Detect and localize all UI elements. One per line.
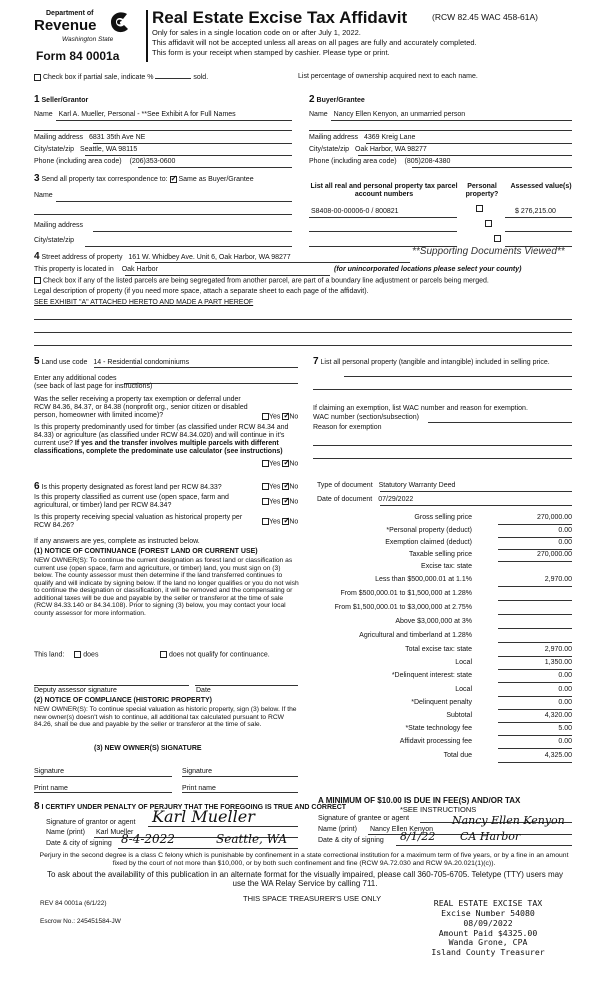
exemption-no-label: No [289, 413, 299, 421]
buyer-phone-row [309, 158, 450, 166]
additional-codes-label: Enter any additional codes [34, 375, 117, 382]
tax-row-label: Gross selling price [414, 514, 472, 521]
historic-yn [262, 518, 298, 526]
form-title: Real Estate Excise Tax Affidavit [152, 8, 408, 27]
parcel-number[interactable]: S8408-00-00006-0 / 800821 [311, 208, 399, 215]
current-use-yn [262, 498, 298, 506]
header-sub-1: Only for sales in a single location code on or after July 1, 2022. [152, 28, 361, 37]
grantor-date-label: Date & city of signing [46, 840, 112, 847]
exemption-yes-checkbox[interactable] [262, 413, 269, 420]
does-not-label: does not qualify for continuance. [168, 651, 270, 659]
buyer-city-label: City/state/zip [309, 146, 350, 153]
forest-yes-checkbox[interactable] [262, 483, 269, 490]
tax-row [318, 618, 572, 630]
historic-yes-label: Yes [269, 518, 281, 526]
tax-row-label: Taxable selling price [408, 551, 472, 558]
owner-print-label-2: Print name [182, 785, 216, 792]
tax-row-label: From $500,000.01 to $1,500,000 at 1.28% [340, 590, 472, 597]
assessed-col-header: Assessed value(s) [510, 183, 572, 190]
tax-row-value[interactable]: 4,320.00 [498, 712, 572, 723]
partial-percent-field[interactable] [155, 71, 191, 79]
tax-row-value[interactable] [498, 590, 572, 601]
grantee-name-value[interactable]: Nancy Ellen Kenyon [370, 826, 434, 833]
tax-row [318, 632, 572, 644]
form-number: Form 84 0001a [36, 49, 120, 63]
buyer-city-value[interactable]: Oak Harbor, WA 98277 [355, 146, 427, 153]
tax-row-label: Local [455, 686, 472, 693]
timber-no-label: No [289, 460, 299, 468]
same-as-buyer-label: Same as Buyer/Grantee [178, 176, 254, 183]
notice-continuance-text: NEW OWNER(S): To continue the current designation as forest land or classification as current use (open space, farm and agriculture, or timber) land, you must sign on (3) below. The county assessor must then determine if the land transferred continues to qualify and will indicate by signing below. If the land no longer qualifies or you do not wish to continue the designation or classification, it will be removed and the compensating or additional taxes will be due and payable by the seller or transferor at the time of sale (RCW 84.33.140 or 84.34.108). Prior to signing (3) below, you may contact your local county assessor for more information. [34, 557, 299, 617]
section1-title: Seller/Grantor [41, 97, 89, 104]
notice-compliance-title: (2) NOTICE OF COMPLIANCE (HISTORIC PROPERTY) [34, 697, 212, 704]
tax-row-label: *Delinquent interest: state [391, 672, 472, 679]
buyer-name-label: Name [309, 111, 328, 118]
grantor-city-value[interactable]: Seattle, WA [216, 832, 288, 846]
seller-name-row [34, 111, 292, 119]
grantor-name-value[interactable]: Karl Mueller [96, 829, 134, 836]
rcw-ref: (RCW 82.45 WAC 458-61A) [432, 12, 538, 22]
forest-no-checkbox[interactable] [282, 483, 289, 490]
tax-row [318, 699, 572, 711]
exemption-reason-label: Reason for exemption [313, 424, 382, 431]
tax-row [318, 563, 572, 575]
stamp-line-6: Island County Treasurer [431, 947, 545, 958]
seller-city-value[interactable]: Seattle, WA 98115 [80, 146, 138, 153]
tax-row-label: *State technology fee [405, 725, 472, 732]
tax-row-value[interactable]: 0.00 [498, 527, 572, 538]
street-address-label: Street address of property [41, 254, 123, 261]
tax-row [318, 738, 572, 750]
dor-logo [34, 10, 138, 50]
additional-codes-instr: (see back of last page for instructions) [34, 383, 153, 390]
buyer-phone-value[interactable]: (805)208-4380 [404, 158, 451, 165]
section1-heading [34, 94, 88, 106]
rev-number: REV 84 0001a (6/1/22) [40, 900, 107, 907]
owner-sig-label-1: Signature [34, 768, 64, 775]
tax-row-label: Exemption claimed (deduct) [385, 539, 472, 546]
tax-row [318, 672, 572, 684]
partial-sale-row [34, 71, 208, 82]
tax-row-label: *Personal property (deduct) [386, 527, 472, 534]
located-label: This property is located in [34, 266, 114, 273]
owner-sig-label-2: Signature [182, 768, 212, 775]
section3-number: 3 [34, 173, 40, 184]
does-label: does [83, 651, 99, 659]
section1-number: 1 [34, 94, 40, 105]
dept-of-label: Department of [46, 10, 94, 17]
section8-number: 8 [34, 801, 40, 812]
tax-row [318, 539, 572, 551]
forest-yn [262, 483, 298, 491]
tax-row-label: Local [455, 659, 472, 666]
same-as-buyer-checkbox[interactable] [170, 176, 177, 183]
certify-title: I CERTIFY UNDER PENALTY OF PERJURY THAT THE FOREGOING IS TRUE AND CORRECT [41, 804, 347, 811]
notice-continuance-title: (1) NOTICE OF CONTINUANCE (FOREST LAND OR CURRENT USE) [34, 548, 258, 555]
tax-row-label: Above $3,000,000 at 3% [395, 618, 472, 625]
section2-title: Buyer/Grantee [316, 97, 365, 104]
segregate-checkbox[interactable] [34, 277, 41, 284]
does-not-row [160, 651, 270, 659]
unincorporated-note: (for unincorporated locations please select your county) [334, 266, 522, 273]
buyer-mail-label: Mailing address [309, 134, 359, 141]
doc-type-value[interactable]: Statutory Warranty Deed [378, 482, 456, 489]
personal-col-header: Personal property? [465, 183, 499, 199]
seller-phone-row [34, 158, 175, 166]
grantor-name-label: Name (print) [46, 829, 85, 836]
buyer-mail-row [309, 134, 415, 142]
assessed-value[interactable]: $ 276,215.00 [515, 208, 556, 215]
section3-label: Send all property tax correspondence to: [41, 176, 168, 183]
tax-row [318, 752, 572, 764]
grantor-signature[interactable]: Karl Mueller [152, 807, 255, 826]
revenue-label: Revenue [34, 17, 97, 34]
section6-q1 [34, 481, 222, 493]
forest-land-question: Is this property designated as forest land per RCW 84.33? [41, 484, 222, 491]
tax-row-label: From $1,500,000.01 to $3,000,000 at 2.75% [334, 604, 472, 611]
notice-compliance-text: NEW OWNER(S): To continue special valuation as historic property, sign (3) below. If the new owner(s) doesn't wish to continue, all additional tax calculated pursuant to RCW 84.26, shall be due and payable by the seller or transferor at the time of sale. [34, 706, 297, 728]
street-address-value[interactable]: 161 W. Whidbey Ave. Unit 6, Oak Harbor, WA 98277 [128, 254, 291, 261]
grantee-sig-label: Signature of grantee or agent [318, 815, 410, 822]
section4-number: 4 [34, 251, 40, 262]
tax-row-value[interactable]: 270,000.00 [498, 514, 572, 525]
located-row [34, 266, 158, 274]
tax-row-value[interactable]: 2,970.00 [498, 576, 572, 587]
tax-row-value[interactable]: 5.00 [498, 725, 572, 736]
header-divider [146, 10, 148, 62]
section2-number: 2 [309, 94, 315, 105]
tax-row-value[interactable]: 1,350.00 [498, 659, 572, 670]
tax-row-value[interactable] [498, 604, 572, 615]
tax-row [318, 686, 572, 698]
timber-question [34, 424, 294, 456]
tax-row [318, 514, 572, 526]
forest-no-label: No [289, 483, 299, 491]
stamp-line-1: REAL ESTATE EXCISE TAX [433, 898, 543, 908]
current-use-no-label: No [289, 498, 299, 506]
segregate-label: Check box if any of the listed parcels are being segregated from another parcel, are part of a boundary line adjustment or parcels being merged. [42, 277, 489, 285]
exemption-claim-label: If claiming an exemption, list WAC number and reason for exemption. [313, 405, 528, 412]
tax-row [318, 527, 572, 539]
historic-no-label: No [289, 518, 299, 526]
tax-row [318, 712, 572, 724]
doc-type-label: Type of document [317, 482, 373, 489]
tax-row-label: Subtotal [446, 712, 472, 719]
exemption-no-checkbox[interactable] [282, 413, 289, 420]
stamp-line-2: Excise Number 54080 [441, 907, 535, 918]
historic-yes-checkbox[interactable] [262, 518, 269, 525]
stamp-line-5: Wanda Grone, CPA [448, 937, 528, 948]
seller-mail-value[interactable]: 6831 35th Ave NE [88, 134, 146, 141]
dor-swirl-icon [108, 10, 130, 34]
s3-name-label: Name [34, 192, 53, 199]
tax-row [318, 590, 572, 602]
escrow-number: Escrow No.: 245451584-JW [40, 918, 121, 925]
tax-row-label: Total due [443, 752, 472, 759]
doc-date-value[interactable]: 07/29/2022 [378, 496, 414, 503]
header-sub-2: This affidavit will not be accepted unless all areas on all pages are fully and accurately completed. [152, 38, 477, 47]
timber-yes-label: Yes [269, 460, 281, 468]
tax-row-value[interactable]: 0.00 [498, 738, 572, 749]
doc-date-label: Date of document [317, 496, 373, 503]
seller-mail-row [34, 134, 145, 142]
legal-desc-label: Legal description of property (if you need more space, attach a separate sheet to each page of the affidavit). [34, 288, 369, 295]
located-value[interactable]: Oak Harbor [121, 266, 158, 273]
personal-property-list-label: List all personal property (tangible and intangible) included in selling price. [320, 359, 550, 366]
exemption-yn [262, 413, 298, 421]
does-qualify-checkbox[interactable] [74, 651, 81, 658]
stamp-line-4: Amount Paid $4325.00 [438, 927, 538, 938]
tax-row-value[interactable]: 2,970.00 [498, 646, 572, 657]
perjury-note: Perjury in the second degree is a class C felony which is punishable by confinement in a state correctional institution for a maximum term of five years, or by a fine in an amount fixed by the court of not more than $10,000, or by both such confinement and fine (RCW 9A.72.030 and RCW 9A.20.021(1)(c)). [39, 852, 569, 867]
current-use-question: Is this property classified as current use (open space, farm and agricultural, or timber) land per RCW 84.34? [34, 494, 229, 510]
timber-yes-checkbox[interactable] [262, 460, 269, 467]
s3-mail-label: Mailing address [34, 222, 84, 229]
see-instructions-note: *SEE INSTRUCTIONS [400, 805, 477, 814]
grantee-date-value[interactable]: 8/1/22 [400, 830, 436, 843]
minimum-due-note: A MINIMUM OF $10.00 IS DUE IN FEE(S) AND/OR TAX [318, 796, 521, 805]
tax-row-value[interactable]: 0.00 [498, 672, 572, 683]
tax-row [318, 576, 572, 588]
historic-question: Is this property receiving special valuation as historical property per RCW 84.26? [34, 514, 243, 530]
tax-row-value[interactable] [498, 563, 572, 573]
doc-type-row [317, 482, 455, 490]
seller-phone-label: Phone (including area code) [34, 158, 122, 165]
buyer-name-value[interactable]: Nancy Ellen Kenyon, an unmarried person [333, 111, 466, 118]
supporting-docs-note: **Supporting Documents Viewed** [412, 246, 565, 257]
this-land-label: This land: [34, 651, 65, 659]
forest-yes-label: Yes [269, 483, 281, 491]
stamp-line-3: 08/09/2022 [463, 917, 513, 928]
tax-row-value[interactable]: 270,000.00 [498, 551, 572, 562]
personal-property-checkbox-1[interactable] [476, 205, 483, 212]
historic-no-checkbox[interactable] [282, 518, 289, 525]
section3-heading [34, 173, 254, 185]
tax-row-label: Affidavit processing fee [399, 738, 472, 745]
if-any-yes: If any answers are yes, complete as instructed below. [34, 538, 200, 545]
partial-sale-checkbox[interactable] [34, 74, 41, 81]
this-land-row [34, 651, 98, 659]
land-use-label: Land use code [41, 359, 88, 366]
header-sub-3: This form is your receipt when stamped by cashier. Please type or print. [152, 48, 390, 57]
section6-number: 6 [34, 481, 40, 492]
tax-row-label: Less than $500,000.01 at 1.1% [375, 576, 472, 583]
tax-row-value[interactable] [498, 618, 572, 629]
partial-sold-label: sold. [193, 74, 209, 81]
buyer-phone-label: Phone (including area code) [309, 158, 397, 165]
tax-row-label: Agricultural and timberland at 1.28% [359, 632, 472, 639]
wa-state-label: Washington State [62, 36, 114, 43]
seller-city-row [34, 146, 137, 154]
seller-city-label: City/state/zip [34, 146, 75, 153]
parcel-col-header: List all real and personal property tax parcel account numbers [310, 183, 458, 199]
timber-question-text: Is this property predominantly used for timber (as classified under RCW 84.34 and 84.33) or agriculture (as classified under RCW 84.34.020) and will continue in it's current use? [34, 424, 289, 448]
exemption-yes-label: Yes [269, 413, 281, 421]
timber-yn [262, 460, 298, 468]
tax-row [318, 725, 572, 737]
partial-sale-label: Check box if partial sale, indicate % [42, 74, 154, 81]
grantee-name-label: Name (print) [318, 826, 357, 833]
section7-number: 7 [313, 356, 319, 367]
current-use-yes-label: Yes [269, 498, 281, 506]
current-use-no-checkbox[interactable] [282, 498, 289, 505]
seller-name-label: Name [34, 111, 53, 118]
personal-property-checkbox-2[interactable] [485, 220, 492, 227]
deputy-date-label: Date [196, 687, 211, 694]
alternate-format-note: To ask about the availability of this publication in an alternate format for the visually impaired, please call 360-705-6705. Teletype (TTY) users may use the WA Relay Service by calling 711. [46, 870, 564, 889]
grantor-sig-label: Signature of grantor or agent [46, 819, 136, 826]
tax-row [318, 551, 572, 563]
seller-phone-value[interactable]: (206)353-0600 [129, 158, 176, 165]
buyer-mail-value[interactable]: 4369 Kreig Lane [363, 134, 416, 141]
treasurer-use-label: THIS SPACE TREASURER'S USE ONLY [243, 894, 382, 903]
tax-row-label: *Delinquent penalty [411, 699, 472, 706]
section5-number: 5 [34, 356, 40, 367]
new-owner-sig-title: (3) NEW OWNER(S) SIGNATURE [94, 745, 202, 752]
tax-row-value[interactable] [498, 632, 572, 643]
tax-row-label: Total excise tax: state [405, 646, 472, 653]
section5-row [34, 356, 189, 368]
current-use-yes-checkbox[interactable] [262, 498, 269, 505]
tax-row-value[interactable]: 0.00 [498, 699, 572, 710]
tax-row [318, 659, 572, 671]
tax-row [318, 646, 572, 658]
s3-city-label: City/state/zip [34, 237, 75, 244]
section4-row [34, 251, 291, 263]
section7-row [313, 356, 573, 368]
buyer-name-row [309, 111, 465, 119]
tax-row-value[interactable]: 4,325.00 [498, 752, 572, 763]
section2-heading [309, 94, 365, 106]
timber-no-checkbox[interactable] [282, 460, 289, 467]
buyer-city-row [309, 146, 427, 154]
tax-row-label: Excise tax: state [421, 563, 472, 570]
exemption-question: Was the seller receiving a property tax exemption or deferral under RCW 84.36, 84.37, or 84.38 (nonprofit org., senior citizen or disabled person, homeowner with limited income)? [34, 396, 248, 420]
seller-name-value[interactable]: Karl A. Mueller, Personal - **See Exhibit A for Full Names [58, 111, 236, 118]
land-use-value[interactable]: 14 - Residential condominiums [93, 359, 190, 366]
owner-print-label-1: Print name [34, 785, 68, 792]
grantee-date-label: Date & city of signing [318, 837, 384, 844]
does-not-qualify-checkbox[interactable] [160, 651, 167, 658]
treasurer-stamp [418, 899, 558, 958]
tax-row-value[interactable]: 0.00 [498, 539, 572, 550]
grantee-city-value[interactable]: CA Harbor [460, 830, 521, 843]
tax-row-value[interactable]: 0.00 [498, 686, 572, 697]
ownership-note: List percentage of ownership acquired next to each name. [298, 73, 478, 80]
wac-number-label: WAC number (section/subsection) [313, 414, 419, 421]
grantor-date-value[interactable]: 8-4-2022 [121, 832, 175, 846]
segregate-row [34, 277, 489, 285]
tax-row [318, 604, 572, 616]
legal-desc-value[interactable]: SEE EXHIBIT "A" ATTACHED HERETO AND MADE A PART HEREOF [34, 299, 254, 306]
grantee-signature[interactable]: Nancy Ellen Kenyon [452, 814, 565, 827]
deputy-signature-label: Deputy assessor signature [34, 687, 117, 694]
seller-mail-label: Mailing address [34, 134, 84, 141]
doc-date-row [317, 496, 413, 504]
personal-property-checkbox-3[interactable] [494, 235, 501, 242]
timber-question-bold: If yes and the transfer involves multiple parcels with different classifications, complete the predominate use calculator (see instructions) [34, 440, 283, 456]
